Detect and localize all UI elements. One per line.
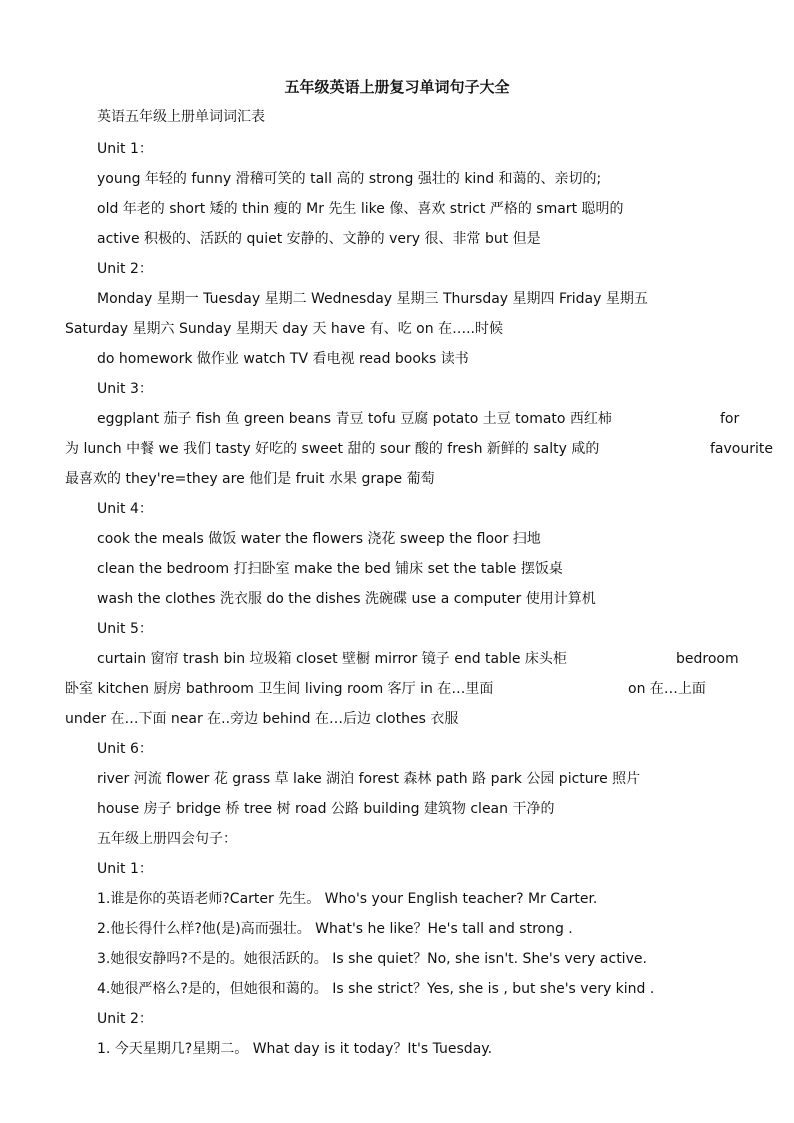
- unit-3-line-1-end: for: [720, 411, 740, 427]
- page-title: 五年级英语上册复习单词句子大全: [284, 78, 510, 96]
- unit-6-line-1: river 河流 flower 花 grass 草 lake 湖泊 forest 森林 path 路 park 公园 picture 照片: [97, 771, 641, 787]
- unit-2-label: Unit 2：: [97, 261, 153, 277]
- unit-1-line-2: old 年老的 short 矮的 thin 瘦的 Mr 先生 like 像、喜欢 strict 严格的 smart 聪明的: [97, 201, 624, 217]
- sentence-5: 1. 今天星期几?星期二。 What day is it today？It's Tuesday.: [97, 1041, 493, 1057]
- vocab-heading: 英语五年级上册单词词汇表: [97, 109, 265, 125]
- unit-3-label: Unit 3：: [97, 381, 153, 397]
- unit-2-line-3: do homework 做作业 watch TV 看电视 read books 读书: [97, 351, 469, 367]
- unit-5-label: Unit 5：: [97, 621, 153, 637]
- unit-4-line-1: cook the meals 做饭 water the flowers 浇花 sweep the floor 扫地: [97, 531, 541, 547]
- sentence-2: 2.他长得什么样?他(是)高而强壮。 What's he like？He's tall and strong .: [97, 921, 573, 937]
- unit-4-label: Unit 4：: [97, 501, 153, 517]
- sentences-unit-2-label: Unit 2：: [97, 1011, 153, 1027]
- unit-1-line-3: active 积极的、活跃的 quiet 安静的、文静的 very 很、非常 but 但是: [97, 231, 541, 247]
- unit-1-label: Unit 1：: [97, 141, 153, 157]
- unit-4-line-3: wash the clothes 洗衣服 do the dishes 洗碗碟 use a computer 使用计算机: [97, 591, 596, 607]
- sentence-1: 1.谁是你的英语老师?Carter 先生。 Who's your English teacher? Mr Carter.: [97, 891, 598, 907]
- unit-3-line-2-end: favourite: [710, 441, 773, 457]
- sentence-4: 4.她很严格么?是的，但她很和蔼的。 Is she strict？Yes, she is , but she's very kind .: [97, 981, 655, 997]
- unit-5-line-1: curtain 窗帘 trash bin 垃圾箱 closet 壁橱 mirror 镜子 end table 床头柜: [97, 651, 567, 667]
- sentences-heading: 五年级上册四会句子：: [97, 831, 237, 847]
- unit-5-line-2: 卧室 kitchen 厨房 bathroom 卫生间 living room 客厅 in 在…里面: [65, 681, 494, 697]
- unit-3-line-1: eggplant 茄子 fish 鱼 green beans 青豆 tofu 豆腐 potato 土豆 tomato 西红柿: [97, 411, 612, 427]
- sentence-3: 3.她很安静吗?不是的。她很活跃的。 Is she quiet？No, she isn't. She's very active.: [97, 951, 647, 967]
- unit-3-line-2: 为 lunch 中餐 we 我们 tasty 好吃的 sweet 甜的 sour 酸的 fresh 新鲜的 salty 咸的: [65, 441, 600, 457]
- unit-2-line-2: Saturday 星期六 Sunday 星期天 day 天 have 有、吃 on 在…..时候: [65, 321, 503, 337]
- unit-5-line-2-end: on 在…上面: [628, 681, 706, 697]
- unit-4-line-2: clean the bedroom 打扫卧室 make the bed 铺床 set the table 摆饭桌: [97, 561, 563, 577]
- unit-2-line-1: Monday 星期一 Tuesday 星期二 Wednesday 星期三 Thursday 星期四 Friday 星期五: [97, 291, 648, 307]
- sentences-unit-1-label: Unit 1：: [97, 861, 153, 877]
- unit-5-line-3: under 在…下面 near 在..旁边 behind 在…后边 clothes 衣服: [65, 711, 459, 727]
- unit-6-label: Unit 6：: [97, 741, 153, 757]
- unit-3-line-3: 最喜欢的 they're=they are 他们是 fruit 水果 grape 葡萄: [65, 471, 435, 487]
- unit-5-line-1-end: bedroom: [676, 651, 739, 667]
- unit-1-line-1: young 年轻的 funny 滑稽可笑的 tall 高的 strong 强壮的 kind 和蔼的、亲切的;: [97, 171, 602, 187]
- unit-6-line-2: house 房子 bridge 桥 tree 树 road 公路 building 建筑物 clean 干净的: [97, 801, 555, 817]
